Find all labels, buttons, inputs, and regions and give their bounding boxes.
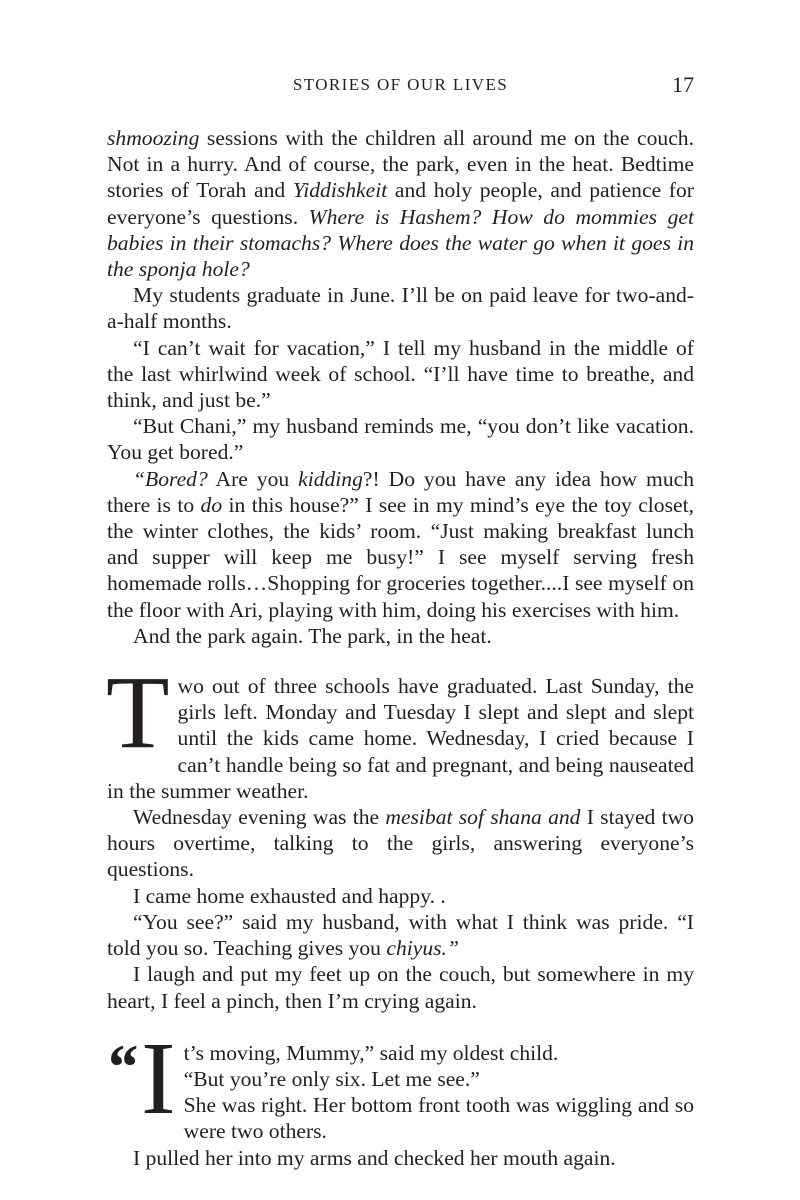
section-two (106, 655, 694, 1014)
book-page (107, 72, 694, 1171)
italic-text: “Bored? (133, 466, 208, 491)
drop-cap: T (106, 655, 170, 771)
paragraph (106, 655, 694, 804)
paragraph: My students graduate in June. I’ll be on paid leave for two-and-a-half months. (107, 283, 694, 334)
italic-text: Where is Hashem? How do mommies get babies in their stomachs? Where does the water go when it goes in the sponja hole? (107, 204, 694, 282)
paragraph: I laugh and put my feet up on the couch, but somewhere in my heart, I feel a pinch, then I’m crying again. (107, 962, 694, 1013)
paragraph: I pulled her into my arms and checked her mouth again. (133, 1145, 616, 1170)
text-run: I stayed two hours overtime, talking to the girls, answering everyone’s questions. (107, 805, 694, 882)
section-three (105, 1020, 694, 1171)
italic-text: do (200, 492, 223, 517)
italic-text: kidding (298, 466, 363, 491)
paragraph (107, 804, 694, 883)
paragraph (107, 466, 694, 623)
text-run: sessions with the children all around me on the couch. Not in a hurry. And of course, the park, even in the heat. Bedtime stories of Torah and (107, 126, 694, 203)
paragraph: And the park again. The park, in the heat. (133, 623, 492, 648)
paragraph (107, 909, 694, 961)
running-title: STORIES OF OUR LIVES (292, 75, 509, 94)
text-run: ?! Do you have any idea how much there is to (107, 466, 694, 517)
paragraph: “I can’t wait for vacation,” I tell my husband in the middle of the last whirlwind week of school. “I’ll have time to breathe, and think, and just be.” (107, 335, 694, 413)
paragraph: t’s moving, Mummy,” said my oldest child. (183, 1040, 559, 1065)
paragraph: “But Chani,” my husband reminds me, “you don’t like vacation. You get bored.” (107, 414, 694, 465)
text-run: Wednesday evening was the (133, 805, 386, 830)
paragraph: She was right. Her bottom front tooth was wiggling and so were two others. (183, 1093, 694, 1144)
paragraph: “But you’re only six. Let me see.” (183, 1066, 480, 1091)
italic-text: chiyus.” (386, 936, 459, 961)
text-run: in this house?” I see in my mind’s eye the toy closet, the winter clothes, the kids’ room. “Just making breakfast lunch and supper will keep me busy!” I see myself serving fresh homemade rolls…Shopping for groceries together....I see myself on the floor with Ari, playing with him, doing his exercises with him. (107, 492, 694, 622)
text-run: and holy people, and patience for everyone’s questions. (107, 178, 694, 229)
body-text (107, 125, 694, 1171)
italic-text: shmoozing (107, 126, 200, 150)
drop-cap-group (105, 1020, 176, 1136)
text-run: “You see?” said my husband, with what I think was pride. “I told you so. Teaching gives you (107, 909, 694, 961)
drop-cap: I (141, 1020, 176, 1136)
open-quote-mark: “ (105, 1030, 137, 1102)
text-run: wo out of three schools have graduated. Last Sunday, the girls left. Monday and Tuesday I slept and slept and slept until the kids came home. Wednesday, I cried because I can’t handle being so fat and pregnant, and being nauseated in the summer weather. (107, 674, 694, 803)
italic-text: mesibat sof shana and (385, 805, 581, 830)
text-run: Are you (207, 466, 299, 491)
paragraph: I came home exhausted and happy. . (133, 883, 446, 908)
page-number: 17 (672, 72, 694, 97)
paragraph (107, 125, 694, 282)
running-head (107, 72, 694, 104)
italic-text: Yiddishkeit (292, 178, 388, 203)
